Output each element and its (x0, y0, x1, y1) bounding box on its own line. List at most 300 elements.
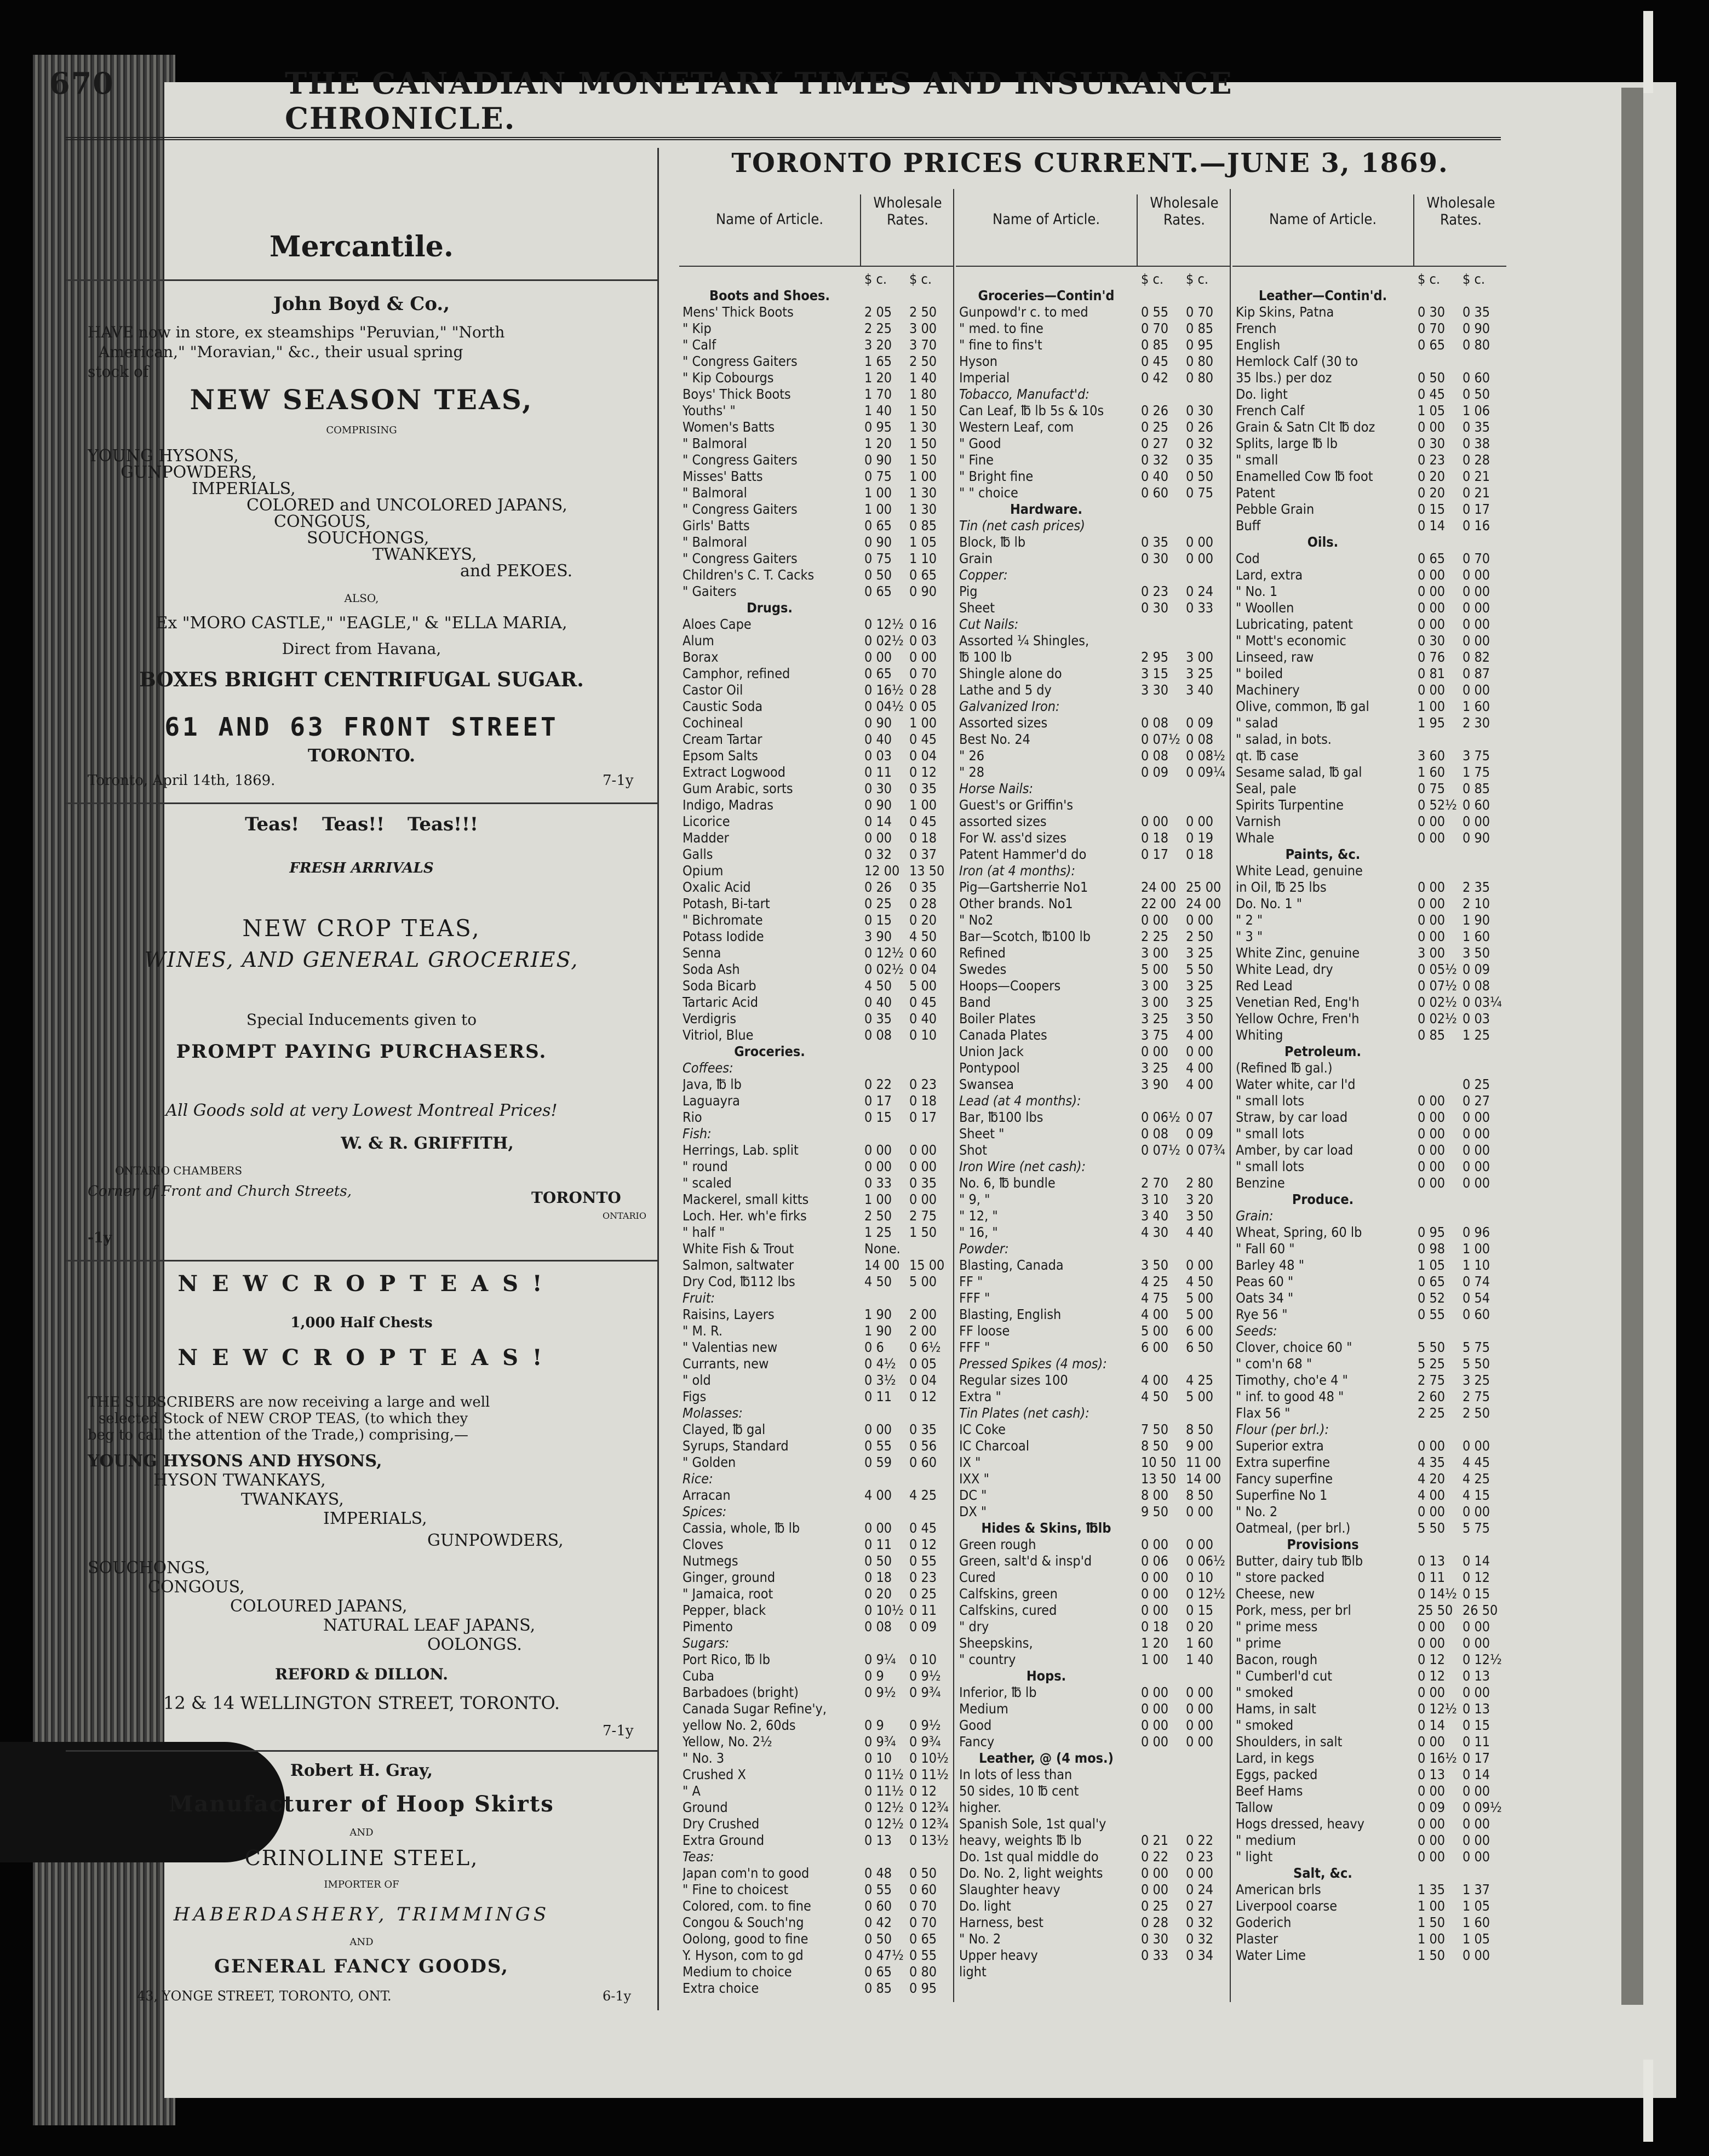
rate-low: 0 95 (864, 419, 892, 435)
article-name: " Fine (959, 452, 994, 468)
price-row (1232, 633, 1506, 649)
ad-text: HAVE now in store, ex steamships "Peruvian," "North (88, 323, 505, 341)
article-name: yellow No. 2, 60ds (683, 1717, 796, 1733)
rate-high: 0 35 (909, 879, 937, 895)
price-row (679, 961, 953, 978)
rate-low: 0 12 (1418, 1652, 1446, 1667)
rate-low: 0 05½ (1418, 961, 1457, 977)
rate-high: 1 10 (1463, 1257, 1490, 1273)
rate-low: 0 08 (864, 1027, 892, 1043)
price-row (1232, 994, 1506, 1011)
article-name: Hogs dressed, heavy (1236, 1816, 1364, 1832)
price-row (679, 764, 953, 781)
rate-low: 5 50 (1418, 1520, 1446, 1536)
rate-high: 0 00 (1463, 567, 1490, 583)
price-row (1232, 1635, 1506, 1652)
rate-low: 0 00 (1418, 1175, 1446, 1191)
price-row (679, 1191, 953, 1208)
article-name: " No. 3 (683, 1750, 725, 1766)
rate-low: 2 95 (1141, 649, 1169, 665)
rate-high: 0 70 (909, 1898, 937, 1914)
rate-low: 0 52 (1418, 1290, 1446, 1306)
section-heading-row (956, 1668, 1230, 1684)
price-row (956, 1619, 1230, 1635)
rate-low: 0 02½ (1418, 1011, 1457, 1027)
article-name: " M. R. (683, 1323, 723, 1339)
article-name: Tallow (1236, 1799, 1274, 1815)
price-row (679, 994, 953, 1011)
article-name: Indigo, Madras (683, 797, 773, 813)
header-name: Name of Article. (1269, 211, 1377, 228)
section-heading-row (1232, 1865, 1506, 1882)
price-row (956, 1947, 1230, 1964)
article-name: French (1236, 320, 1277, 336)
price-row (1232, 1011, 1506, 1027)
rate-low: 0 00 (1141, 1586, 1169, 1602)
rate-high: 0 60 (909, 1454, 937, 1470)
price-row (679, 501, 953, 518)
price-row (956, 1339, 1230, 1356)
article-name: Provisions (1287, 1536, 1359, 1552)
rate-high: 0 85 (1463, 781, 1490, 796)
rate-low: $ c. (1418, 271, 1440, 287)
ad-headline: N E W C R O P T E A S ! (177, 1345, 546, 1371)
rate-high: 2 00 (909, 1323, 937, 1339)
price-row (956, 813, 1230, 830)
price-row (956, 863, 1230, 879)
rate-low: 4 50 (864, 1274, 892, 1289)
price-row (679, 485, 953, 501)
rate-low: 0 00 (1141, 1684, 1169, 1700)
rate-high: 0 00 (1463, 1109, 1490, 1125)
rate-high: 1 30 (909, 419, 937, 435)
price-row (956, 1027, 1230, 1043)
rate-high: 4 25 (1463, 1471, 1490, 1487)
price-row (956, 616, 1230, 633)
ad-city: TORONTO. (307, 745, 416, 766)
rate-low: $ c. (864, 271, 887, 287)
rate-high: 2 50 (1463, 1405, 1490, 1421)
rate-low: 1 50 (1418, 1914, 1446, 1930)
price-row (1232, 961, 1506, 978)
rate-low: 0 23 (1418, 452, 1446, 468)
price-row (679, 1701, 953, 1717)
article-name: Calfskins, green (959, 1586, 1058, 1602)
ad-text: THE SUBSCRIBERS are now receiving a large and well (88, 1394, 490, 1410)
price-row (1232, 1175, 1506, 1191)
rate-high: 0 80 (1186, 353, 1214, 369)
price-row (679, 912, 953, 928)
rate-high: 0 50 (1186, 468, 1214, 484)
rate-low: 0 33 (1141, 1947, 1169, 1963)
article-name: " store packed (1236, 1569, 1325, 1585)
article-name: Clayed, ℔ gal (683, 1421, 766, 1437)
article-name: Barbadoes (bright) (683, 1684, 799, 1700)
rate-high: 3 00 (1186, 649, 1214, 665)
price-row (1232, 1076, 1506, 1093)
article-name: French Calf (1236, 403, 1305, 418)
rate-low: 0 15 (864, 912, 892, 928)
rate-high: 0 85 (909, 518, 937, 534)
article-name: Fancy superfine (1236, 1471, 1333, 1487)
rate-low: 1 00 (1418, 698, 1446, 714)
ad-text: American," "Moravian," &c., their usual spring (99, 343, 463, 361)
rate-high: 0 04 (909, 1372, 937, 1388)
rate-low: 0 00 (1418, 1849, 1446, 1865)
article-name: Fish: (683, 1126, 712, 1142)
price-row (679, 304, 953, 320)
article-name: Grain (959, 551, 993, 566)
article-name: Yellow Ochre, Fren'h (1236, 1011, 1360, 1027)
article-name: Ginger, ground (683, 1569, 776, 1585)
price-row (1232, 1027, 1506, 1043)
rate-high: 0 15 (1463, 1586, 1490, 1602)
rate-high: 0 12 (909, 1536, 937, 1552)
rate-low: 0 14 (1418, 1717, 1446, 1733)
price-row (956, 994, 1230, 1011)
rate-high: 0 00 (1186, 534, 1214, 550)
price-row (679, 1471, 953, 1487)
rate-low: 0 12½ (864, 1816, 904, 1832)
rate-high: 0 23 (909, 1076, 937, 1092)
rate-high: 0 00 (1463, 1126, 1490, 1142)
price-row (956, 567, 1230, 583)
section-heading-row (1232, 1191, 1506, 1208)
price-row (1232, 337, 1506, 353)
price-row (1232, 1882, 1506, 1898)
article-name: Seeds: (1236, 1323, 1277, 1339)
article-name: Mackerel, small kitts (683, 1191, 809, 1207)
price-row (1232, 1306, 1506, 1323)
rate-high: 0 13½ (909, 1832, 949, 1848)
rate-high: 0 40 (909, 1011, 937, 1027)
tea-item: and PEKOES. (460, 561, 573, 581)
ad-address: 12 & 14 WELLINGTON STREET, TORONTO. (163, 1693, 560, 1713)
price-row (1232, 879, 1506, 896)
rate-high: 0 00 (1186, 1504, 1214, 1519)
article-name: For W. ass'd sizes (959, 830, 1066, 846)
rate-high: 3 50 (1186, 1011, 1214, 1027)
article-name: Linseed, raw (1236, 649, 1314, 665)
price-row (679, 1553, 953, 1569)
price-row (679, 1980, 953, 1997)
rate-low: 0 10½ (864, 1602, 904, 1618)
price-row (956, 978, 1230, 994)
price-row (1232, 370, 1506, 386)
rate-high: 0 35 (1463, 419, 1490, 435)
article-name: " 9, " (959, 1191, 990, 1207)
rate-low: 14 00 (864, 1257, 900, 1273)
price-row (1232, 1734, 1506, 1750)
article-name: Peas 60 " (1236, 1274, 1294, 1289)
rate-low: 0 00 (1418, 1142, 1446, 1158)
rate-low: 0 00 (1418, 1816, 1446, 1832)
rate-high: 0 9¾ (909, 1734, 941, 1750)
rate-low: 0 59 (864, 1454, 892, 1470)
article-name: Other brands. No1 (959, 896, 1073, 911)
article-name: Iron (at 4 months): (959, 863, 1076, 879)
rate-high: 2 35 (1463, 879, 1490, 895)
rate-high: 0 90 (909, 583, 937, 599)
price-row (956, 370, 1230, 386)
rate-low: 0 30 (864, 781, 892, 796)
rate-low: 1 00 (1141, 1652, 1169, 1667)
rate-low: 0 20 (1418, 468, 1446, 484)
ad-text: IMPORTER OF (324, 1879, 399, 1890)
rate-high: 1 50 (909, 403, 937, 418)
rate-low: 0 20 (1418, 485, 1446, 501)
ad-headline: NEW SEASON TEAS, (190, 383, 534, 416)
rate-high: 1 75 (1463, 764, 1490, 780)
rate-low: 3 25 (1141, 1060, 1169, 1076)
article-name: Assorted ¼ Shingles, (959, 633, 1089, 649)
article-name: Sheet " (959, 1126, 1005, 1142)
article-name: Dry Crushed (683, 1816, 760, 1832)
price-row (956, 1652, 1230, 1668)
price-row (679, 1487, 953, 1504)
rate-high: 0 13 (1463, 1668, 1490, 1684)
rate-low: 0 12½ (864, 1799, 904, 1815)
article-name: Union Jack (959, 1043, 1024, 1059)
price-row (679, 1865, 953, 1882)
article-name: White Lead, genuine (1236, 863, 1363, 879)
article-name: " Jamaica, root (683, 1586, 773, 1602)
rate-low: 13 50 (1141, 1471, 1177, 1487)
article-name: " small lots (1236, 1126, 1305, 1142)
price-row (679, 1076, 953, 1093)
rate-high: 1 00 (909, 797, 937, 813)
article-name: DC " (959, 1487, 987, 1503)
price-row (679, 1750, 953, 1767)
article-name: Amber, by car load (1236, 1142, 1354, 1158)
article-name: light (959, 1964, 987, 1980)
price-row (1232, 1799, 1506, 1816)
price-row (956, 1767, 1230, 1783)
price-row (956, 879, 1230, 896)
rate-low: 24 00 (1141, 879, 1177, 895)
rate-low: 0 00 (864, 1142, 892, 1158)
price-row (679, 1372, 953, 1389)
rate-low: 0 26 (864, 879, 892, 895)
article-name: Lard, in kegs (1236, 1750, 1315, 1766)
rate-low: 0 76 (1418, 649, 1446, 665)
rate-low: 3 00 (1141, 994, 1169, 1010)
rate-low: 0 42 (1141, 370, 1169, 386)
header-rule (66, 137, 1501, 140)
rate-low: 0 12½ (1418, 1701, 1457, 1717)
price-row (956, 797, 1230, 813)
rate-low: 0 13 (864, 1832, 892, 1848)
price-row (956, 386, 1230, 403)
price-row (956, 1060, 1230, 1076)
article-name: Ground (683, 1799, 728, 1815)
price-row (1232, 1126, 1506, 1142)
rate-low: 0 00 (1418, 1438, 1446, 1454)
rate-low: 0 85 (1141, 337, 1169, 353)
rate-low: 3 00 (1141, 978, 1169, 994)
rate-low: 0 52½ (1418, 797, 1457, 813)
price-row (956, 633, 1230, 649)
tea-item: NATURAL LEAF JAPANS, (323, 1616, 536, 1635)
price-row (1232, 435, 1506, 452)
rate-low: 3 10 (1141, 1191, 1169, 1207)
article-name: Verdigris (683, 1011, 737, 1027)
article-name: Soda Ash (683, 961, 740, 977)
rate-high: 0 9¾ (909, 1684, 941, 1700)
rate-high: 0 35 (1463, 304, 1490, 320)
section-heading-row (1232, 1043, 1506, 1060)
rate-high: 0 85 (1186, 320, 1214, 336)
article-name: Bar—Scotch, ℔100 lb (959, 928, 1091, 944)
article-name: Patent Hammer'd do (959, 846, 1087, 862)
rate-high: 1 80 (909, 386, 937, 402)
rate-high: 0 27 (1186, 1898, 1214, 1914)
ad-headline: HABERDASHERY, TRIMMINGS (173, 1903, 550, 1925)
price-row (956, 435, 1230, 452)
price-row (956, 666, 1230, 682)
price-row (1232, 781, 1506, 797)
rate-low: 0 65 (1418, 551, 1446, 566)
section-heading-row (1232, 288, 1506, 304)
rate-low: 0 00 (1418, 1635, 1446, 1651)
rate-high: 0 05 (909, 1356, 937, 1372)
article-name: Copper: (959, 567, 1008, 583)
price-row (1232, 1816, 1506, 1832)
price-row (679, 452, 953, 468)
rate-low: 0 40 (864, 994, 892, 1010)
price-row (679, 846, 953, 863)
rate-low: 0 08 (1141, 1126, 1169, 1142)
price-row (956, 1389, 1230, 1405)
rate-low: 0 21 (1141, 1832, 1169, 1848)
article-name: " round (683, 1159, 728, 1174)
rate-low: 0 25 (864, 896, 892, 911)
rate-low: 3 20 (864, 337, 892, 353)
rate-high: 0 9½ (909, 1717, 941, 1733)
price-row (956, 1898, 1230, 1914)
rate-low: 0 22 (864, 1076, 892, 1092)
article-name: Spanish Sole, 1st qual'y (959, 1816, 1106, 1832)
section-heading-row (679, 600, 953, 616)
rate-low: 0 65 (864, 518, 892, 534)
article-name: Misses' Batts (683, 468, 763, 484)
rate-high: 0 87 (1463, 666, 1490, 681)
article-name: Oolong, good to fine (683, 1931, 808, 1947)
price-row (679, 1454, 953, 1471)
price-row (1232, 1471, 1506, 1487)
rate-low: 4 00 (1141, 1306, 1169, 1322)
rate-low: 0 00 (1418, 600, 1446, 616)
rate-high: 0 23 (1186, 1849, 1214, 1865)
price-row (1232, 698, 1506, 715)
rate-high: $ c. (1463, 271, 1485, 287)
article-name: Machinery (1236, 682, 1300, 698)
rate-high: 0 09½ (1463, 1799, 1502, 1815)
article-name: Band (959, 994, 991, 1010)
price-row (679, 715, 953, 731)
rate-low: 2 25 (864, 320, 892, 336)
price-row (1232, 583, 1506, 600)
price-row (956, 1126, 1230, 1142)
price-row (956, 1964, 1230, 1980)
rate-high: 0 55 (909, 1553, 937, 1569)
section-heading-row (1232, 1536, 1506, 1553)
price-row (956, 1175, 1230, 1191)
price-row (956, 1816, 1230, 1832)
rate-high: 6 00 (1186, 1323, 1214, 1339)
rate-high: 0 50 (1463, 386, 1490, 402)
rate-high: 1 50 (909, 1224, 937, 1240)
rate-low: 0 75 (1418, 781, 1446, 796)
price-row (679, 1438, 953, 1454)
tea-item: COLORED and UNCOLORED JAPANS, (246, 496, 567, 515)
article-name: " salad (1236, 715, 1278, 731)
rate-low: 0 32 (1141, 452, 1169, 468)
price-row (956, 912, 1230, 928)
rate-low: 0 07½ (1418, 978, 1457, 994)
rate-high: 4 45 (1463, 1454, 1490, 1470)
price-row (679, 1717, 953, 1734)
article-name: Fancy (959, 1734, 995, 1750)
article-name: " smoked (1236, 1684, 1294, 1700)
rate-high: 0 6½ (909, 1339, 941, 1355)
price-column-2 (956, 189, 1231, 2002)
article-name: Swedes (959, 961, 1007, 977)
price-row (956, 748, 1230, 764)
rate-low: 4 00 (1418, 1487, 1446, 1503)
article-name: Canada Plates (959, 1027, 1047, 1043)
rate-low: 4 00 (864, 1487, 892, 1503)
rate-low: 4 50 (864, 978, 892, 994)
rate-high: 3 20 (1186, 1191, 1214, 1207)
tea-item: OOLONGS. (427, 1635, 522, 1654)
article-name: Children's C. T. Cacks (683, 567, 815, 583)
article-name: " No2 (959, 912, 994, 928)
rate-high: 0 26 (1186, 419, 1214, 435)
rate-high: 0 00 (1463, 682, 1490, 698)
price-row (956, 1356, 1230, 1372)
rate-high: 0 96 (1463, 1224, 1490, 1240)
article-name: Tin Plates (net cash): (959, 1405, 1089, 1421)
article-name: Can Leaf, ℔ lb 5s & 10s (959, 403, 1104, 418)
rate-low: 1 40 (864, 403, 892, 418)
price-row (1232, 1520, 1506, 1536)
rate-high: 0 38 (1463, 435, 1490, 451)
rate-high: 0 13 (1463, 1701, 1490, 1717)
price-row (679, 1389, 953, 1405)
rate-low: 0 00 (1141, 1701, 1169, 1717)
price-row (956, 1536, 1230, 1553)
article-name: Tobacco, Manufact'd: (959, 386, 1089, 402)
rate-high: 0 00 (1463, 813, 1490, 829)
rate-high: 5 00 (909, 978, 937, 994)
price-row (956, 1602, 1230, 1619)
rate-low: 0 48 (864, 1865, 892, 1881)
ad-text: Corner of Front and Church Streets, (88, 1183, 352, 1200)
rate-low: 0 09 (1141, 764, 1169, 780)
rate-low: 0 12½ (864, 616, 904, 632)
article-name: Good (959, 1717, 992, 1733)
rate-low: 0 00 (1418, 1159, 1446, 1174)
rate-low: 0 02½ (864, 961, 904, 977)
rate-high: 0 04 (909, 748, 937, 764)
price-row (1232, 518, 1506, 534)
article-name: Extra " (959, 1389, 1001, 1404)
price-row (956, 1043, 1230, 1060)
price-row (1232, 419, 1506, 435)
rate-low: 1 00 (1418, 1931, 1446, 1947)
price-row (956, 1717, 1230, 1734)
